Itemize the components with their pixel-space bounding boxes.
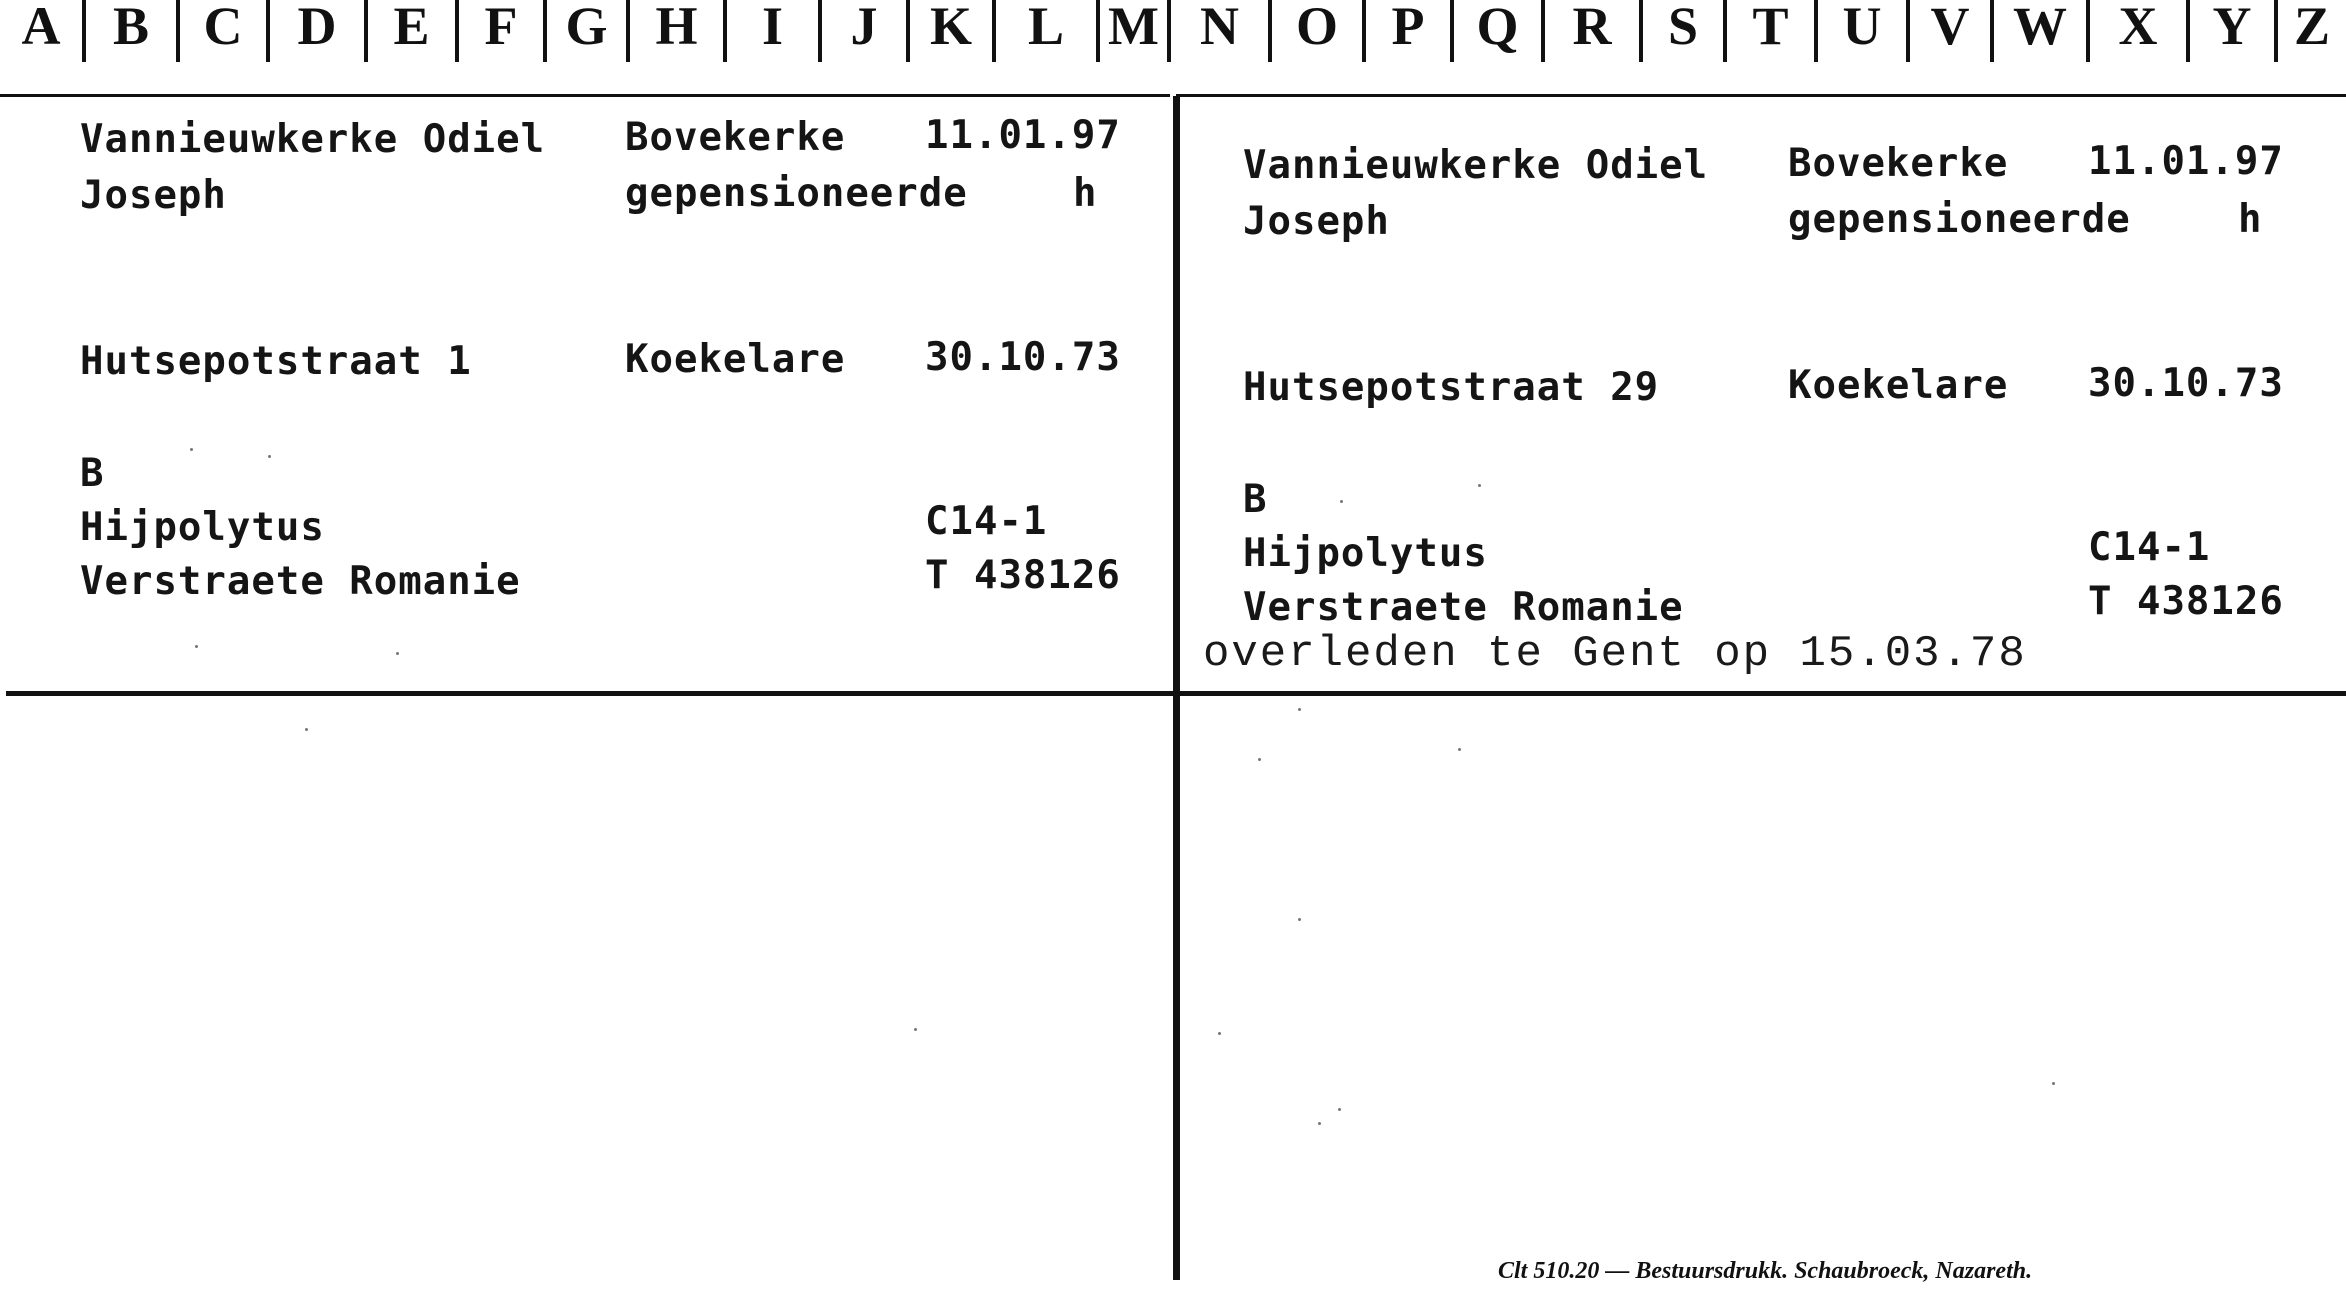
paper-speck: [1458, 748, 1461, 751]
index-letter-r: R: [1572, 0, 1612, 56]
index-separator: [906, 0, 910, 62]
index-separator: [1541, 0, 1545, 62]
index-letter-d: D: [297, 0, 337, 56]
right-occupation: gepensioneerde: [1788, 197, 2131, 242]
index-separator: [818, 0, 822, 62]
paper-speck: [268, 455, 271, 458]
index-separator: [1096, 0, 1100, 62]
left-town: Koekelare: [625, 337, 846, 382]
right-name-line1: Vannieuwkerke Odiel: [1243, 143, 1709, 188]
index-letter-s: S: [1667, 0, 1699, 56]
index-letter-w: W: [2013, 0, 2067, 56]
index-separator: [1167, 0, 1171, 62]
index-separator: [626, 0, 630, 62]
left-reg-date: 30.10.73: [925, 335, 1121, 380]
index-letter-o: O: [1295, 0, 1338, 56]
left-code: C14-1: [925, 499, 1048, 544]
paper-speck: [1318, 1122, 1321, 1125]
index-separator: [455, 0, 459, 62]
index-letter-k: K: [929, 0, 972, 56]
index-letter-i: I: [761, 0, 783, 56]
left-father: Hijpolytus: [80, 505, 325, 550]
left-status: B: [80, 451, 105, 496]
index-separator: [1990, 0, 1994, 62]
right-death-note: overleden te Gent op 15.03.78: [1203, 629, 2027, 679]
index-separator: [1906, 0, 1910, 62]
right-birthplace: Bovekerke: [1788, 141, 2009, 186]
index-letter-b: B: [112, 0, 150, 56]
index-separator: [1639, 0, 1643, 62]
index-separator: [543, 0, 547, 62]
right-code: C14-1: [2088, 525, 2211, 570]
left-mother: Verstraete Romanie: [80, 559, 521, 604]
left-birthplace: Bovekerke: [625, 115, 846, 160]
paper-speck: [305, 728, 308, 731]
index-separator: [266, 0, 270, 62]
left-street: Hutsepotstraat 1: [80, 339, 472, 384]
index-separator: [723, 0, 727, 62]
right-name-line2: Joseph: [1243, 199, 1390, 244]
index-letter-m: M: [1108, 0, 1159, 56]
index-letter-x: X: [2118, 0, 2158, 56]
paper-speck: [2052, 1082, 2055, 1085]
right-sex: h: [2238, 197, 2263, 242]
index-separator: [2274, 0, 2278, 62]
index-separator: [1268, 0, 1272, 62]
index-letter-u: U: [1842, 0, 1882, 56]
printer-imprint: Clt 510.20 — Bestuursdrukk. Schaubroeck, Nazareth.: [1498, 1258, 2033, 1284]
paper-speck: [1258, 758, 1261, 761]
index-separator: [2086, 0, 2090, 62]
top-rule-right: [1176, 94, 2346, 97]
right-father: Hijpolytus: [1243, 531, 1488, 576]
paper-speck: [1340, 500, 1343, 503]
left-sex: h: [1073, 171, 1098, 216]
top-rule-left: [0, 94, 1170, 97]
index-separator: [992, 0, 996, 62]
index-letter-g: G: [565, 0, 608, 56]
right-mother: Verstraete Romanie: [1243, 585, 1684, 630]
index-letter-j: J: [850, 0, 878, 56]
right-town: Koekelare: [1788, 363, 2009, 408]
index-letter-e: E: [393, 0, 430, 56]
paper-speck: [914, 1028, 917, 1031]
right-street: Hutsepotstraat 29: [1243, 365, 1660, 410]
paper-speck: [1298, 708, 1301, 711]
index-separator: [82, 0, 86, 62]
paper-speck: [1218, 1032, 1221, 1035]
alphabet-index-strip: [0, 0, 2346, 72]
left-name-line1: Vannieuwkerke Odiel: [80, 117, 546, 162]
index-letter-y: Y: [2212, 0, 2252, 56]
center-divider: [1173, 96, 1180, 1280]
right-status: B: [1243, 477, 1268, 522]
index-separator: [364, 0, 368, 62]
index-separator: [1723, 0, 1727, 62]
left-occupation: gepensioneerde: [625, 171, 968, 216]
index-letter-c: C: [203, 0, 243, 56]
left-name-line2: Joseph: [80, 173, 227, 218]
right-reg-date: 30.10.73: [2088, 361, 2284, 406]
paper-speck: [190, 448, 193, 451]
index-separator: [176, 0, 180, 62]
index-letter-n: N: [1200, 0, 1239, 56]
index-separator: [2186, 0, 2190, 62]
paper-speck: [195, 645, 198, 648]
index-letter-v: V: [1930, 0, 1970, 56]
right-ref-number: T 438126: [2088, 579, 2284, 624]
left-ref-number: T 438126: [925, 553, 1121, 598]
index-letter-h: H: [655, 0, 698, 56]
index-letter-t: T: [1752, 0, 1789, 56]
paper-speck: [1338, 1108, 1341, 1111]
index-letter-p: P: [1391, 0, 1425, 56]
index-letter-q: Q: [1476, 0, 1519, 56]
index-letter-l: L: [1027, 0, 1065, 56]
index-letter-a: A: [21, 0, 61, 56]
index-separator: [1362, 0, 1366, 62]
left-birthdate: 11.01.97: [925, 113, 1121, 158]
index-separator: [1814, 0, 1818, 62]
paper-speck: [396, 652, 399, 655]
middle-rule: [6, 691, 2346, 696]
right-birthdate: 11.01.97: [2088, 139, 2284, 184]
paper-speck: [1478, 484, 1481, 487]
index-letter-z: Z: [2293, 0, 2331, 56]
index-separator: [1450, 0, 1454, 62]
paper-speck: [1298, 918, 1301, 921]
index-letter-f: F: [484, 0, 518, 56]
